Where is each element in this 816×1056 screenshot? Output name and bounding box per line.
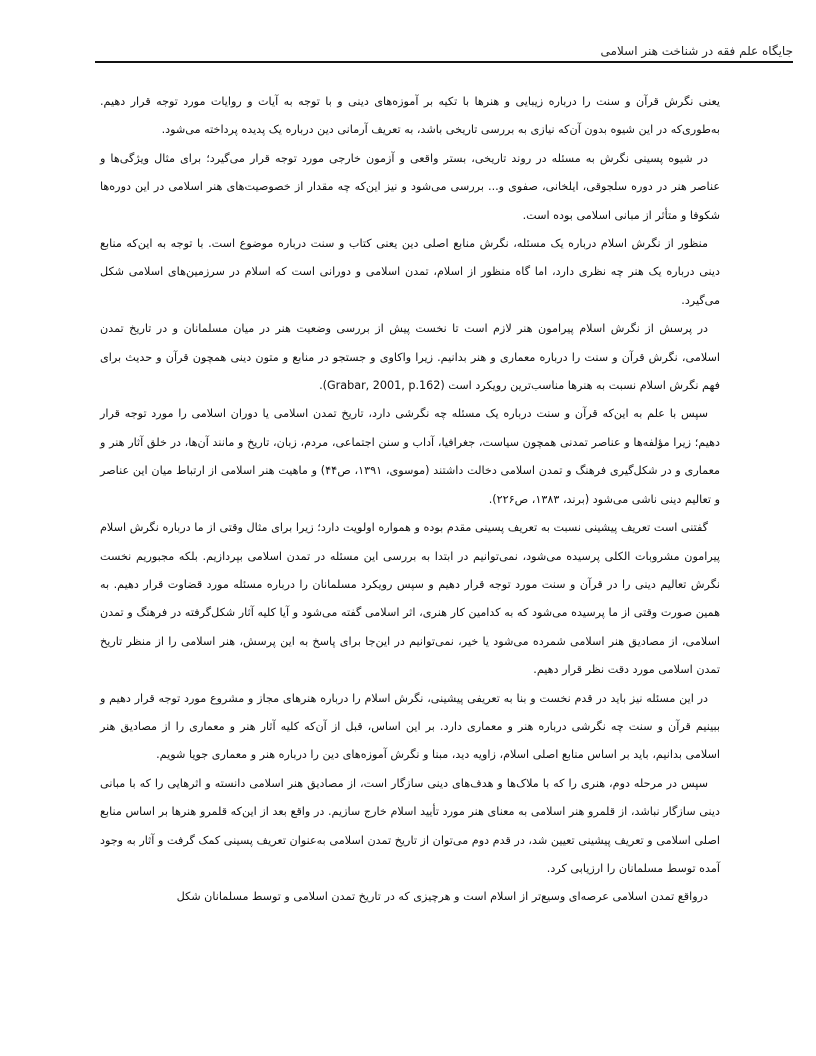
paragraph-5: سپس با علم به این‌که قرآن و سنت درباره یک مسئله چه نگرشی دارد، تاریخ تمدن اسلامی یا دوران اسلامی را مورد توجه قرار دهیم؛ زیرا مؤلفه‌ها و عناصر تمدنی همچون سیاست، جغرافیا، آداب و سنن اجتماعی، مردم، زبان، تاریخ و مانند آن‌ها، در خلق آثار هنر و معماری و در شکل‌گیری فرهنگ و تمدن اسلامی دخالت داشتند (موسوی، ۱۳۹۱، ص۴۴) و ماهیت هنر اسلامی از ارتباط میان این عناصر و تعالیم دینی ناشی می‌شود (برند، ۱۳۸۳، ص۲۲۶).	[100, 407, 720, 506]
body-text	[100, 88, 720, 912]
paragraph-7: در این مسئله نیز باید در قدم نخست و بنا به تعریفی پیشینی، نگرش اسلام را درباره هنرهای مجاز و مشروع مورد توجه قرار دهیم و ببینیم قرآن و سنت چه نگرشی درباره هنر و معماری دارد. بر این اساس، قبل از آن‌که کلیه آثار هنر و معماری را از مصادیق هنر اسلامی بدانیم، باید بر اساس منابع اصلی اسلام، زاویه دید، مبنا و نگرش آموزه‌های دین را درباره هنر و معماری جویا شویم.	[100, 691, 720, 762]
header-rule	[95, 61, 793, 63]
paragraph-9: درواقع تمدن اسلامی عرصه‌ای وسیع‌تر از اسلام است و هرچیزی که در تاریخ تمدن اسلامی و توسط مسلمانان شکل	[176, 890, 708, 904]
paragraph-2: در شیوه پسینی نگرش به مسئله در روند تاریخی، بستر واقعی و آزمون خارجی مورد توجه قرار می‌گیرد؛ برای مثال ویژگی‌ها و عناصر هنر در دوره سلجوقی، ایلخانی، صفوی و... بررسی می‌شود و نیز این‌که چه مقدار از خصوصیت‌های هنر اسلامی در این دوره‌ها شکوفا و متأثر از مبانی اسلامی بوده است.	[100, 151, 720, 222]
paragraph-3: منظور از نگرش اسلام درباره یک مسئله، نگرش منابع اصلی دین یعنی کتاب و سنت درباره موضوع است. با توجه به این‌که منابع دینی درباره یک هنر چه نظری دارد، اما گاه منظور از اسلام، تمدن اسلامی و دورانی است که اسلام در سرزمین‌های اسلامی شکل می‌گیرد.	[100, 237, 720, 307]
paragraph-4: در پرسش از نگرش اسلام پیرامون هنر لازم است تا نخست پیش از بررسی وضعیت هنر در میان مسلمانان و در تاریخ تمدن اسلامی، نگرش قرآن و سنت را درباره معماری و هنر بدانیم. زیرا واکاوی و جستجو در منابع و متون دینی همچون قرآن و حدیث برای فهم نگرش اسلام نسبت به هنرها مناسب‌ترین رویکرد است (Grabar, 2001, p.162).	[100, 322, 720, 393]
running-header	[95, 40, 793, 66]
paragraph-6: گفتنی است تعریف پیشینی نسبت به تعریف پسینی مقدم بوده و همواره اولویت دارد؛ زیرا برای مثال وقتی از ما درباره نگرش اسلام پیرامون مشروبات الکلی پرسیده می‌شود، نمی‌توانیم در ابتدا به بررسی این مسئله در تمدن اسلامی بپردازیم. بلکه مجبوریم نخست نگرش تعالیم دینی را در قرآن و سنت مورد توجه قرار دهیم و سپس رویکرد مسلمانان را درباره مسئله مورد قضاوت قرار دهیم. به همین صورت وقتی از ما پرسیده می‌شود که به کدامین کار هنری، اثر اسلامی گفته می‌شود و آیا کلیه آثار شکل‌گرفته در فرهنگ و تمدن اسلامی، از مصادیق هنر اسلامی شمرده می‌شود یا خیر، نمی‌توانیم در این‌جا برای پاسخ به این پرسش، هنر اسلامی را از منظر تاریخ تمدن اسلامی مورد دقت نظر قرار دهیم.	[100, 521, 720, 677]
header-title: جایگاه علم فقه در شناخت هنر اسلامی	[600, 44, 793, 58]
paragraph-8: سپس در مرحله دوم، هنری را که با ملاک‌ها و هدف‌های دینی سازگار است، از مصادیق هنر اسلامی دانسته و اثرهایی را که با مبانی دینی سازگار نباشد، از قلمرو هنر اسلامی به معنای هنر مورد تأیید اسلام خارج سازیم. در واقع بعد از این‌که قلمرو هنرها بر اساس منابع اصلی اسلامی و تعریف پیشینی تعیین شد، در قدم دوم می‌توان از تاریخ تمدن اسلامی به‌عنوان تعریف پسینی کمک گرفت و آثار به وجود آمده توسط مسلمانان را ارزیابی کرد.	[100, 776, 720, 875]
paragraph-1: یعنی نگرش قرآن و سنت را درباره زیبایی و هنرها با تکیه بر آموزه‌های دینی و با توجه به آیات و روایات مورد توجه قرار دهیم. به‌طوری‌که در این شیوه بدون آن‌که نیازی به بررسی تاریخی باشد، به تعریف آرمانی دین درباره یک پدیده پرداخته می‌شود.	[100, 95, 720, 137]
